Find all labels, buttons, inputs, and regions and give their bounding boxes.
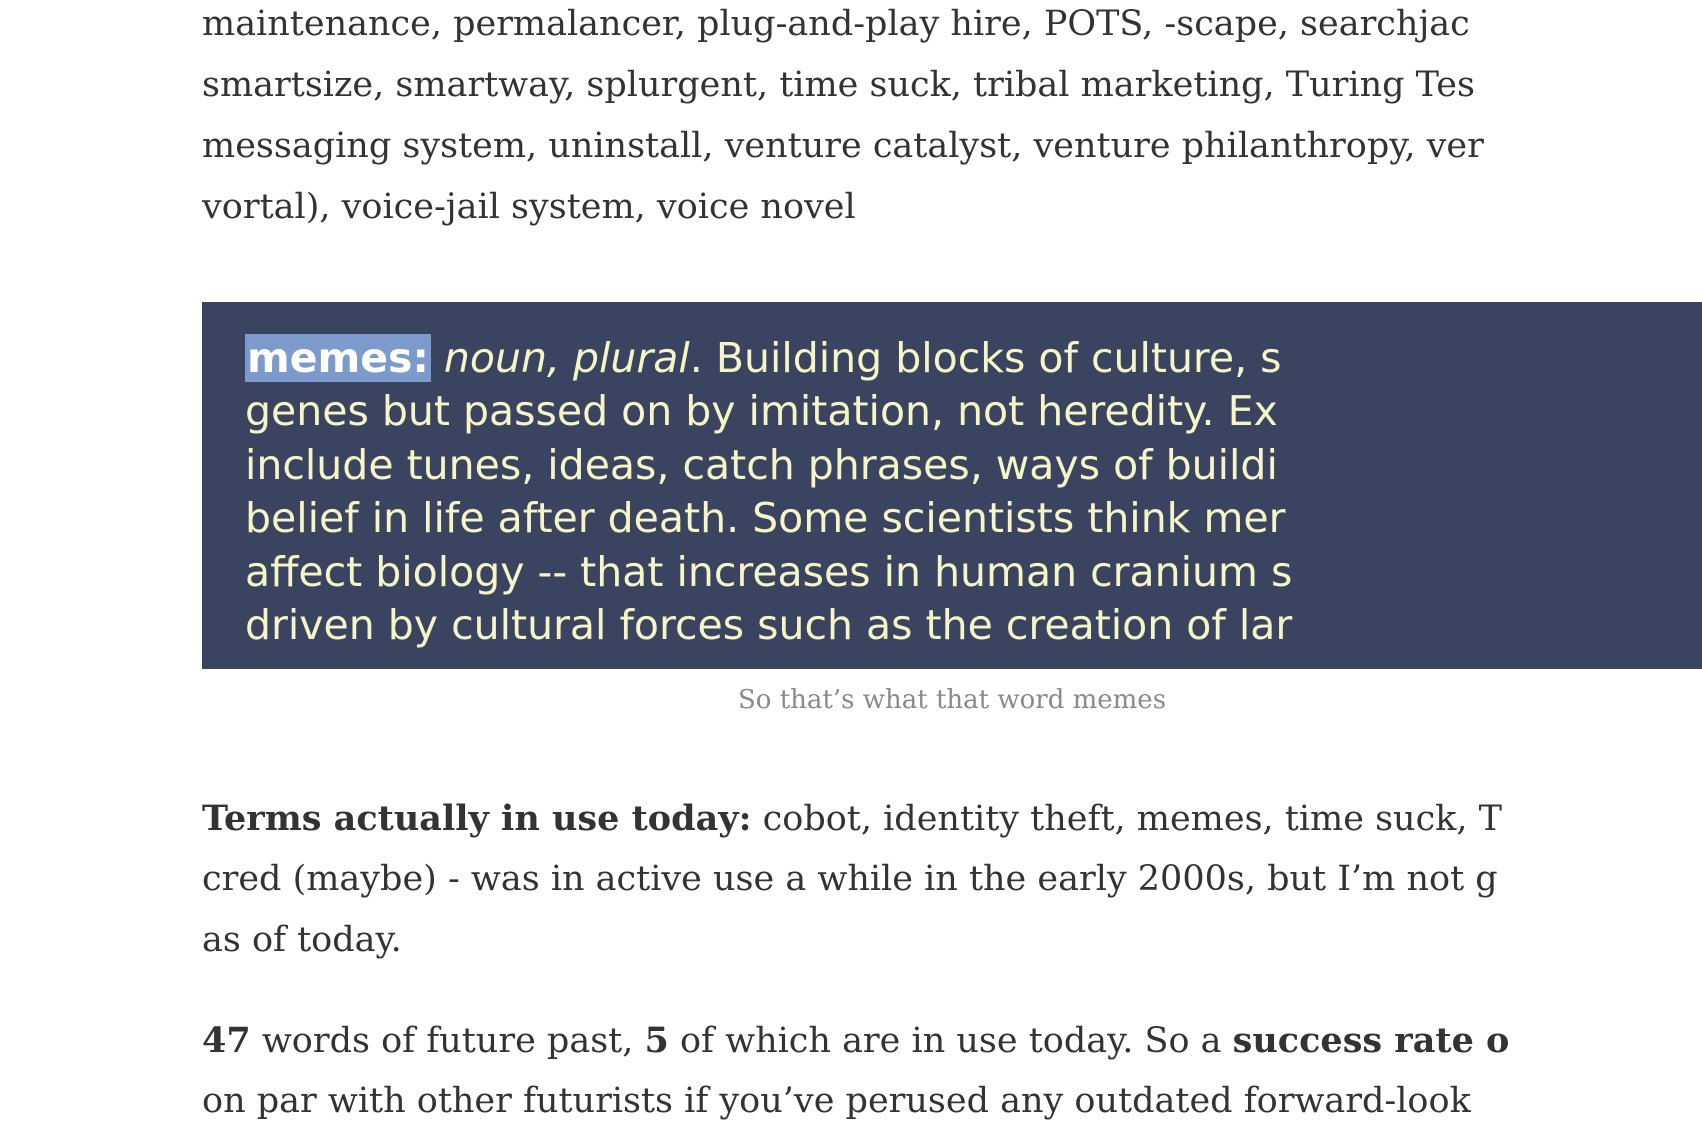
word-list-paragraph: [202, 0, 1484, 238]
definition-line-rest: . Building blocks of culture, s: [689, 334, 1282, 382]
definition-line: genes but passed on by imitation, not heredity. Ex: [245, 387, 1278, 436]
total-count: 47: [202, 1020, 251, 1061]
word-list-line: smartsize, smartway, splurgent, time suck, tribal marketing, Turing Tes: [202, 65, 1475, 105]
terms-in-use-label: Terms actually in use today:: [202, 798, 752, 839]
in-use-count: 5: [644, 1020, 669, 1061]
highlighted-term: memes:: [247, 334, 429, 382]
definition-figure: [202, 302, 1702, 715]
paragraph-line: as of today.: [202, 920, 402, 960]
figure-caption: So that’s what that word memes: [738, 685, 1167, 715]
definition-line: belief in life after death. Some scientists think mer: [245, 494, 1286, 543]
paragraph-line: on par with other futurists if you’ve perused any outdated forward-look: [202, 1081, 1471, 1121]
summary-paragraph: [202, 1010, 1509, 1132]
word-list-line: maintenance, permalancer, plug-and-play hire, POTS, -scape, searchjac: [202, 4, 1470, 44]
definition-line: driven by cultural forces such as the creation of lar: [245, 601, 1293, 650]
part-of-speech: noun, plural: [443, 334, 690, 382]
summary-text: words of future past,: [250, 1021, 645, 1061]
word-list-line: messaging system, uninstall, venture catalyst, venture philanthropy, ver: [202, 126, 1484, 166]
definition-line: include tunes, ideas, catch phrases, ways of buildi: [245, 440, 1278, 489]
definition-image: [202, 302, 1702, 669]
success-rate-label: success rate o: [1232, 1020, 1510, 1061]
definition-line: [245, 332, 1292, 385]
terms-in-use-list: cobot, identity theft, memes, time suck, T: [751, 799, 1502, 839]
paragraph-line: [202, 788, 1502, 849]
definition-text: [245, 332, 1292, 652]
summary-text: of which are in use today. So a: [668, 1021, 1233, 1061]
paragraph-line: cred (maybe) - was in active use a while in the early 2000s, but I’m not g: [202, 859, 1498, 899]
word-list-line: vortal), voice-jail system, voice novel: [202, 187, 856, 227]
terms-in-use-paragraph: [202, 788, 1502, 971]
definition-line: affect biology -- that increases in human cranium s: [245, 547, 1293, 596]
paragraph-line: [202, 1010, 1509, 1071]
